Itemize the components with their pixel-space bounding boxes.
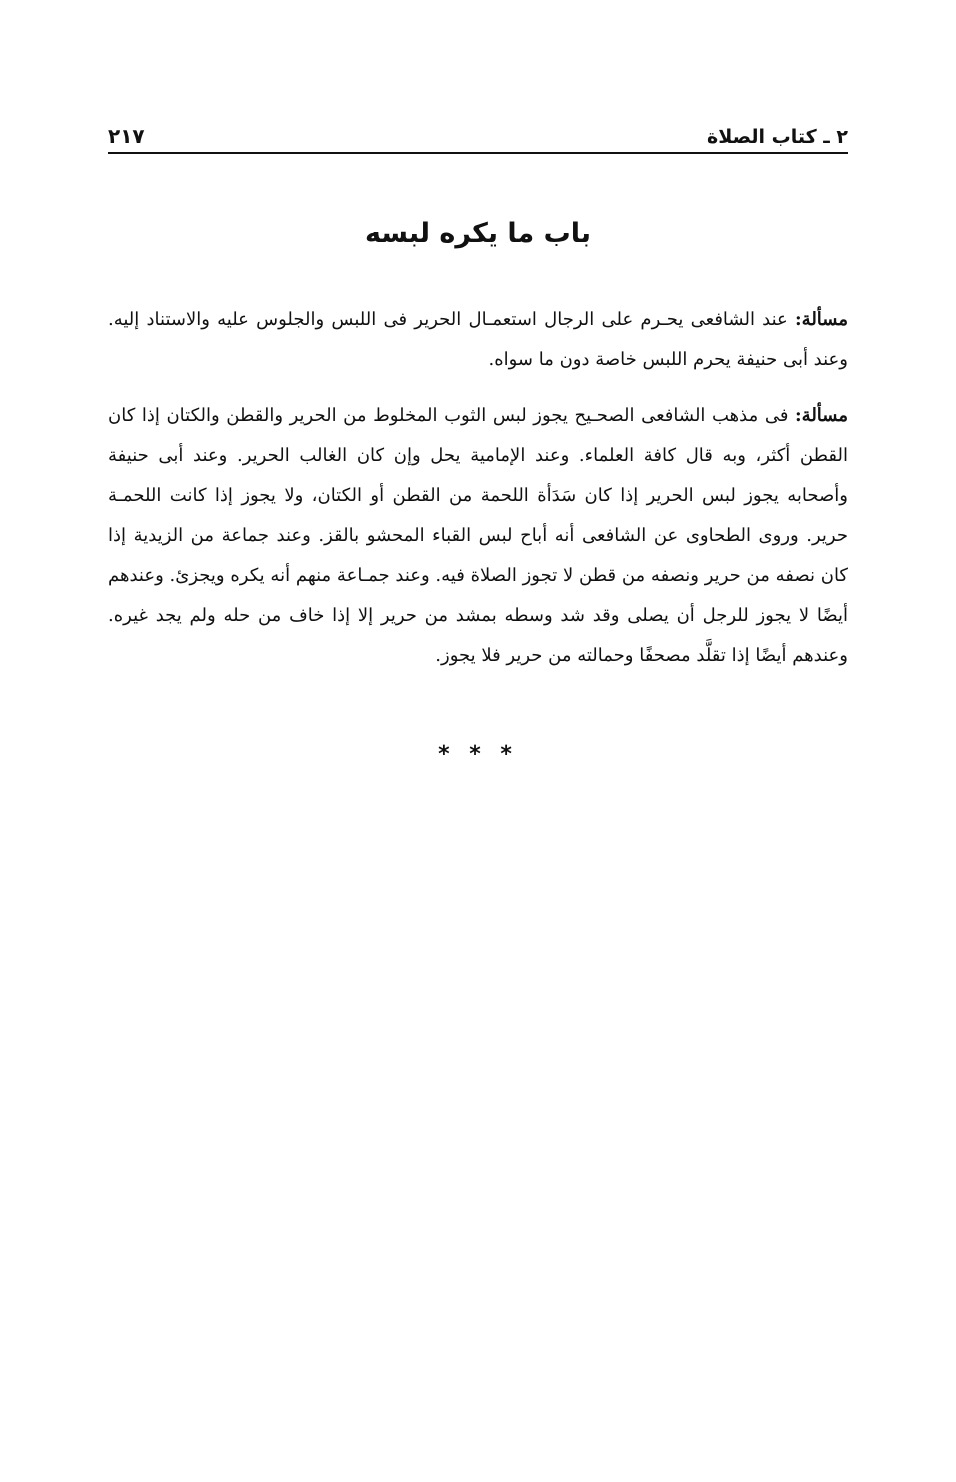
paragraph-1-lead: مسألة: xyxy=(795,309,848,330)
page-number: ٢١٧ xyxy=(108,124,145,148)
section-separator: * * * xyxy=(438,742,518,767)
paragraph-2-text: فى مذهب الشافعى الصحـيح يجوز لبس الثوب المخلوط من الحرير والقطن والكتان إذا كان القطن أكثر، وبه قال كافة العلماء. وعند الإمامية يحل وإن كان الغالب الحرير. وعند أبى حنيفة وأصحابه يجوز لبس الحرير إذا كان سَدَأة اللحمة من القطن أو الكتان، ولا يجوز إذا كانت اللحمـة حرير. وروى الطحاوى عن الشافعى أنه أباح لبس القباء المحشو بالقز. وعند جماعة من الزيدية إذا كان نصفه من حرير ونصفه من قطن لا تجوز الصلاة فيه. وعند جمـاعة منهم أنه يكره ويجزئ. وعندهم أيضًا لا يجوز للرجل أن يصلى وقد شد وسطه بمشد من حرير إلا إذا خاف من حله ولم يجد غيره. وعندهم أيضًا إذا تقلَّد مصحفًا وحمالته من حرير فلا يجوز. xyxy=(108,405,848,666)
paragraph-1 xyxy=(108,300,848,380)
paragraph-2 xyxy=(108,396,848,676)
paragraph-2-lead: مسألة: xyxy=(795,405,848,426)
body-text xyxy=(108,300,848,692)
paragraph-1-text: عند الشافعى يحـرم على الرجال استعمـال الحرير فى اللبس والجلوس عليه والاستناد إليه. وعند أبى حنيفة يحرم اللبس خاصة دون ما سواه. xyxy=(108,309,848,370)
section-title: باب ما يكره لبسه xyxy=(364,218,592,249)
chapter-title: ٢ ـ كتاب الصلاة xyxy=(707,126,848,148)
running-header xyxy=(108,122,848,154)
